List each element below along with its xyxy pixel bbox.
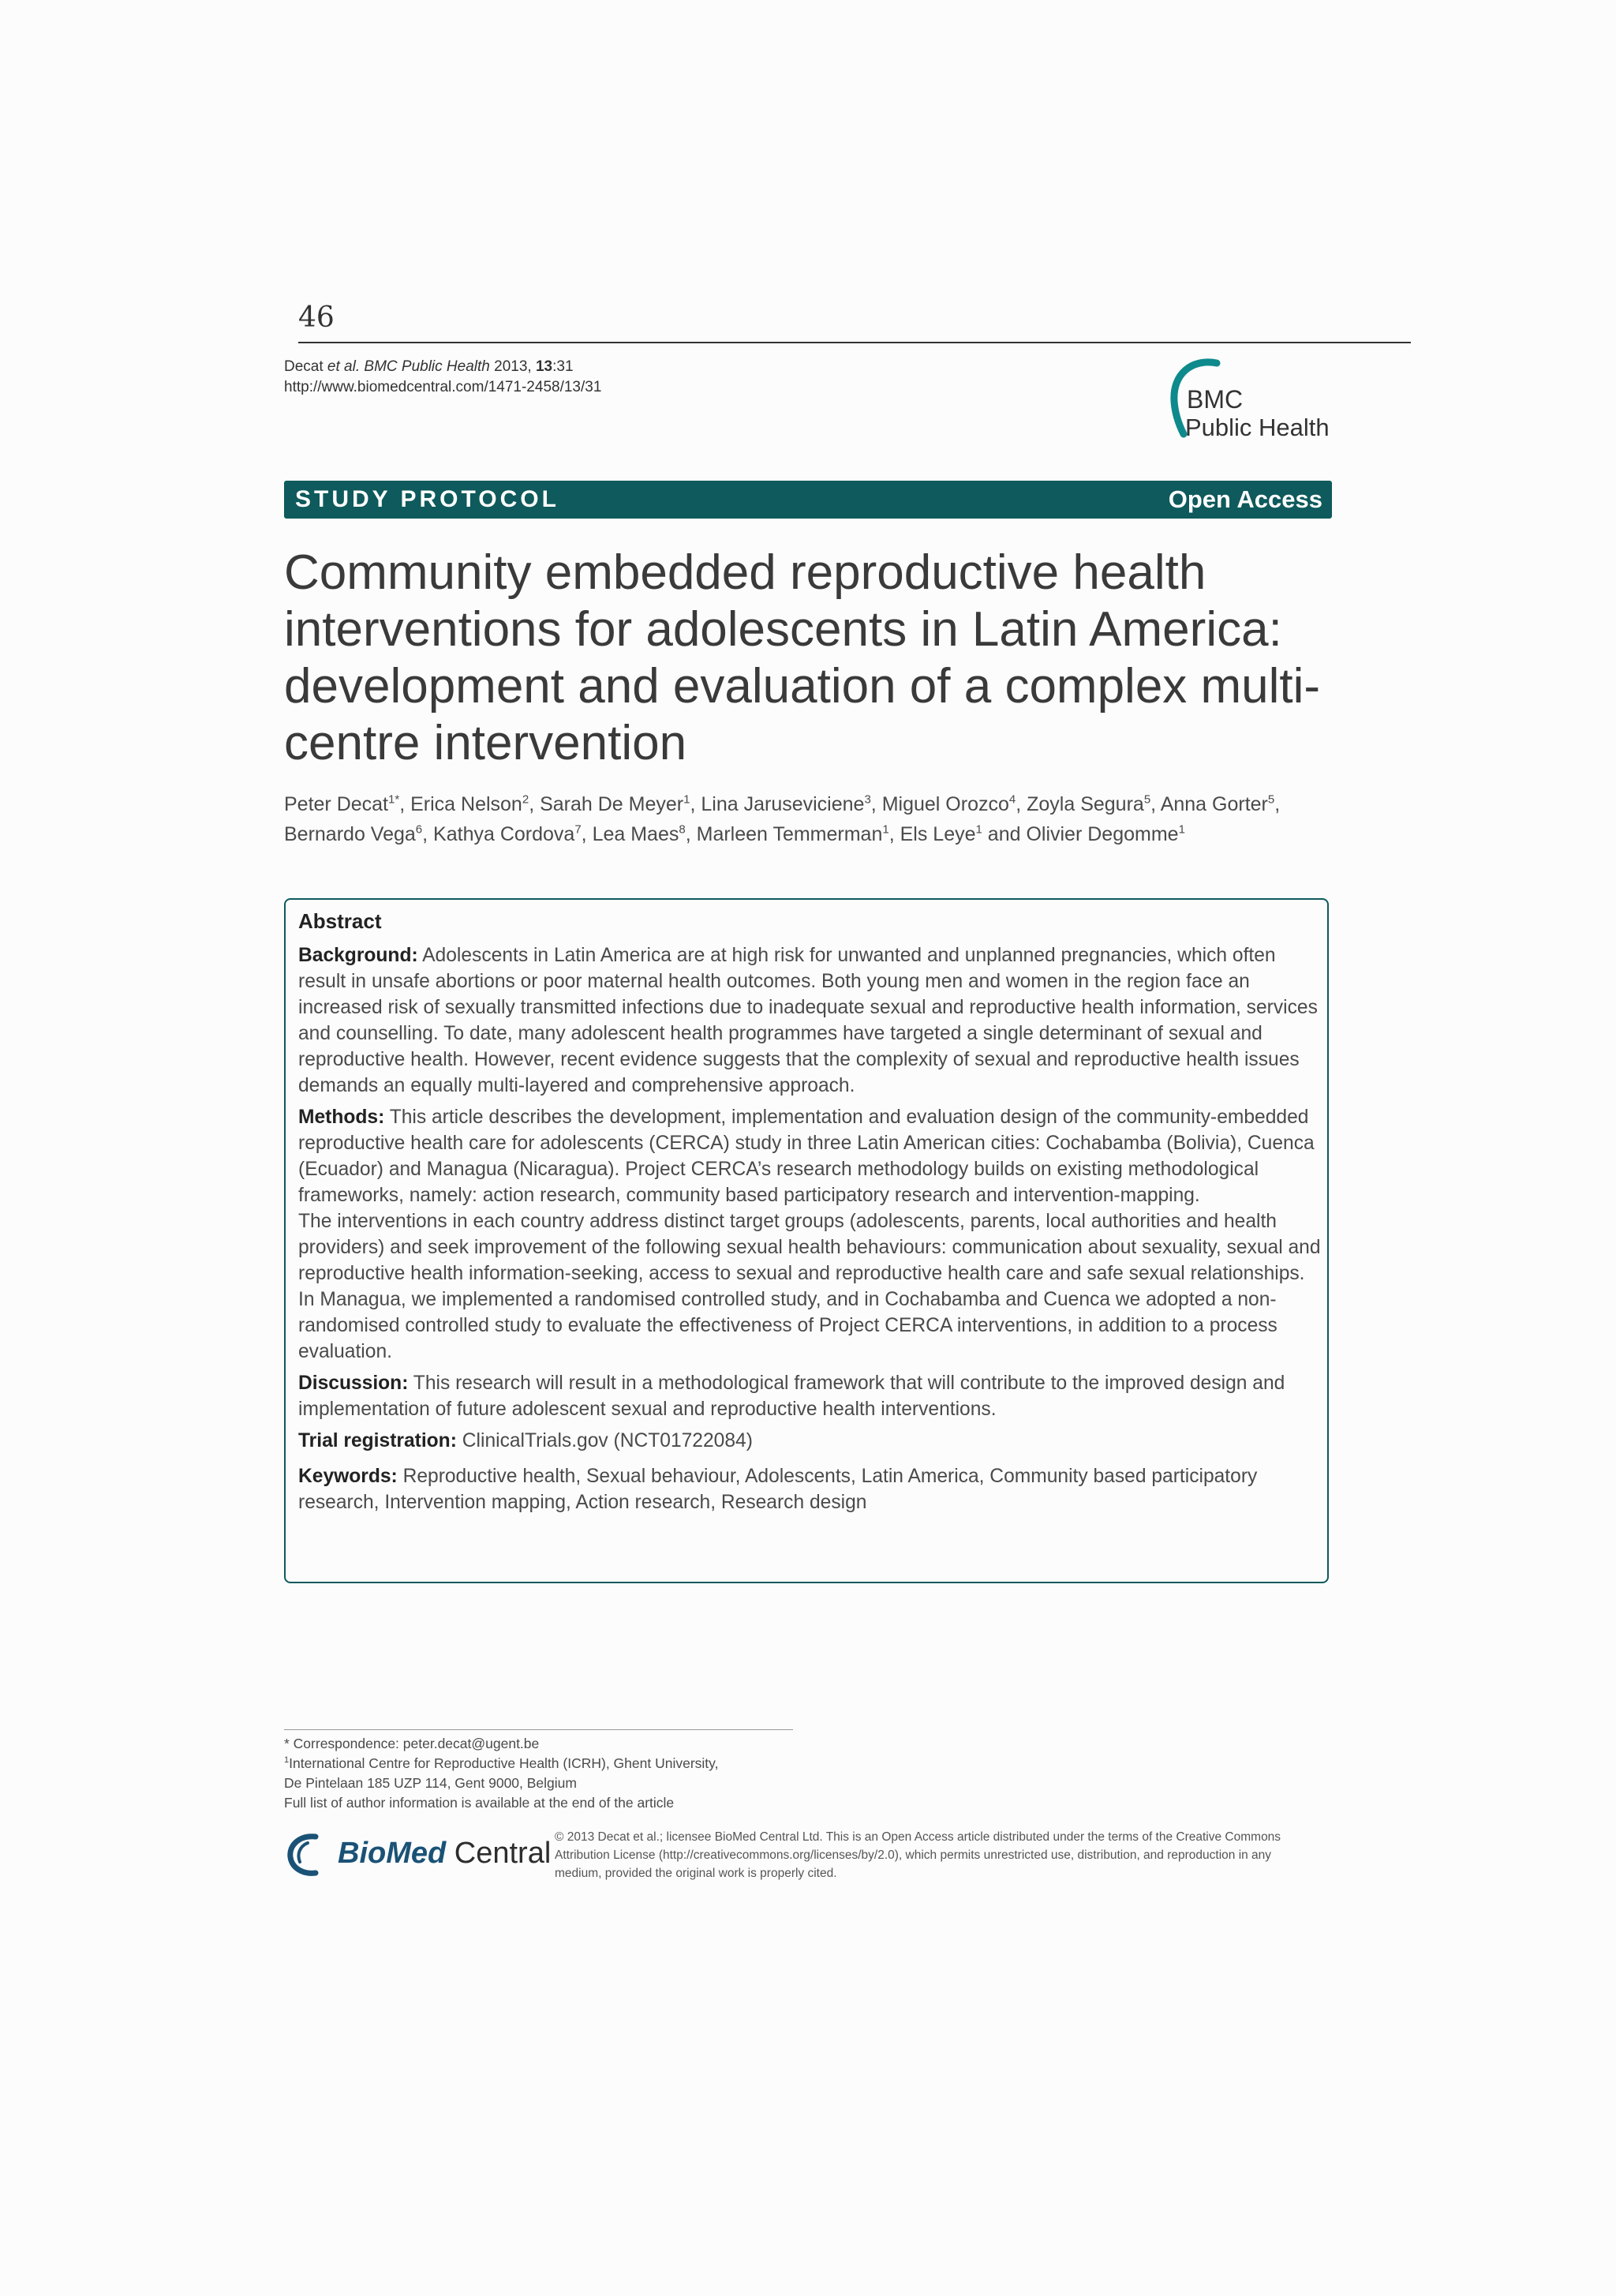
citation-year: 2013, (494, 358, 532, 375)
author: Bernardo Vega$^6$, (284, 822, 434, 845)
biomed-central-word: Central (446, 1837, 552, 1870)
abstract-keywords (298, 1463, 1324, 1515)
citation-volume: 13 (535, 358, 553, 375)
bmc-logo-line1: BMC (1187, 385, 1244, 414)
methods-text: This article describes the development, implementation and evaluation design of the community-embedded reproductive health care for adolescents (CERCA) study in three Latin American cities: Cochabamba (Bolivia), Cuenca (Ecuador) and Managua (Nicaragua). Project CERCA’s research methodology builds on existing methodological frameworks, namely: action research, community based participatory research and intervention-mapping. (298, 1107, 1315, 1206)
biomed-central-logo (284, 1832, 552, 1878)
background-label: Background: (298, 945, 418, 966)
author-affiliation-sup: 3 (864, 792, 871, 807)
trial-text: ClinicalTrials.gov (NCT01722084) (462, 1430, 753, 1451)
author-name: Kathya Cordova (433, 823, 575, 845)
author: Erica Nelson$^2$, (410, 792, 541, 815)
abstract-methods (298, 1104, 1324, 1208)
author: Marleen Temmerman$^1$, (696, 822, 900, 845)
author-affiliation-sup: 4 (1008, 792, 1016, 807)
abstract-discussion (298, 1370, 1324, 1422)
header-rule (298, 342, 1411, 343)
license-text: © 2013 Decat et al.; licensee BioMed Central Ltd. This is an Open Access article distributed under the terms of the Creative Commons Attribution License (http://creativecommons.org/licenses/by/2.0), which permits unrestricted use, distribution, and reproduction in any medium, provided the original work is properly cited. (555, 1830, 1281, 1880)
article-type-label: STUDY PROTOCOL (295, 486, 559, 512)
author-affiliation-sup: 1 (1178, 822, 1185, 837)
author: Miguel Orozco$^4$, (881, 792, 1027, 815)
abstract-trial (298, 1428, 1324, 1454)
author-list (284, 789, 1334, 849)
author-affiliation-sup: 7 (574, 822, 582, 837)
author (1026, 823, 1184, 845)
author: Zoyla Segura$^5$, (1027, 792, 1161, 815)
author-name: Anna Gorter (1160, 793, 1268, 815)
author-name: Olivier Degomme (1026, 823, 1179, 845)
full-author-info-note: Full list of author information is available at the end of the article (284, 1795, 675, 1811)
author-name: Lina Jaruseviciene (701, 793, 865, 815)
author-affiliation-sup: 1 (882, 822, 889, 837)
article-type-banner (284, 481, 1332, 519)
affiliation-line1: International Centre for Reproductive Health (ICRH), Ghent University, (289, 1755, 719, 1771)
discussion-text: This research will result in a methodological framework that will contribute to the improved design and implementation of future adolescent sexual and reproductive health interventions. (298, 1373, 1285, 1420)
open-access-label: Open Access (1168, 485, 1322, 513)
author: Sarah De Meyer$^1$, (540, 792, 701, 815)
footnotes (284, 1734, 836, 1813)
author-name: Bernardo Vega (284, 823, 416, 845)
author-affiliation-sup: 1* (388, 792, 400, 807)
author-affiliation-sup: 1 (975, 822, 982, 837)
abstract-content (298, 908, 1324, 1521)
trial-label: Trial registration: (298, 1430, 457, 1451)
author-affiliation-sup: 1 (683, 792, 690, 807)
keywords-label: Keywords: (298, 1466, 398, 1487)
biomed-wordmark (338, 1837, 551, 1871)
abstract-background (298, 942, 1324, 1099)
methods-paragraph-3: In Managua, we implemented a randomised controlled study, and in Cochabamba and Cuenca we adopted a non-randomised controlled study to evaluate the effectiveness of Project CERCA interventions, in addition to a process evaluation. (298, 1289, 1277, 1362)
background-text: Adolescents in Latin America are at high risk for unwanted and unplanned pregnancies, which often result in unsafe abortions or poor maternal health outcomes. Both young men and women in the region face an increased risk of sexually transmitted infections due to inadequate sexual and reproductive health information, services and counselling. To date, many adolescent health programmes have targeted a single determinant of sexual and reproductive health. However, recent evidence suggests that the complexity of sexual and reproductive health issues demands an equally multi-layered and comprehensive approach. (298, 945, 1318, 1096)
page-number: 46 (298, 302, 335, 334)
methods-label: Methods: (298, 1107, 385, 1128)
citation-journal: BMC Public Health (364, 358, 490, 375)
author-name: Erica Nelson (410, 793, 522, 815)
author-affiliation-sup: 8 (679, 822, 686, 837)
keywords-text: Reproductive health, Sexual behaviour, Adolescents, Latin America, Community based participatory research, Intervention mapping, Action research, Research design (298, 1466, 1258, 1513)
author-affiliation-sup: 2 (522, 792, 529, 807)
citation-et-al: et al. (327, 358, 361, 375)
author-name: Zoyla Segura (1027, 793, 1144, 815)
abstract-heading: Abstract (298, 909, 382, 933)
methods-paragraph-2: The interventions in each country address distinct target groups (adolescents, parents, local authorities and health providers) and seek improvement of the following sexual health behaviours: communication about sexuality, sexual and reproductive health information-seeking, access to sexual and reproductive health care and safe sexual relationships. (298, 1211, 1321, 1284)
author: Kathya Cordova$^7$, (433, 822, 593, 845)
author-name: Lea Maes (592, 823, 679, 845)
biomed-swoosh-icon (284, 1832, 335, 1878)
author: Lea Maes$^8$, (592, 822, 697, 845)
article-url[interactable]: http://www.biomedcentral.com/1471-2458/13/31 (284, 379, 602, 395)
citation-article: :31 (552, 358, 574, 375)
affiliation-address: De Pintelaan 185 UZP 114, Gent 9000, Belgium (284, 1775, 577, 1791)
bmc-logo-line2: Public Health (1185, 414, 1330, 441)
author: Anna Gorter$^5$, (1160, 792, 1281, 815)
author-name: Peter Decat (284, 793, 389, 815)
affiliation (284, 1754, 836, 1774)
bmc-public-health-logo (1162, 357, 1335, 444)
biomed-med: Med (386, 1837, 447, 1870)
author: Peter Decat$^{1*}$, (284, 792, 411, 815)
biomed-bio: Bio (338, 1837, 387, 1870)
author: Els Leye$^1$ and (900, 822, 1027, 845)
citation-line (284, 357, 574, 376)
discussion-label: Discussion: (298, 1373, 409, 1394)
author-name: Marleen Temmerman (696, 823, 883, 845)
author-name: Miguel Orozco (881, 793, 1009, 815)
author-affiliation-sup: 5 (1267, 792, 1275, 807)
author: Lina Jaruseviciene$^3$, (701, 792, 882, 815)
citation-author: Decat (284, 358, 324, 375)
author-name: Sarah De Meyer (540, 793, 684, 815)
author-affiliation-sup: 6 (415, 822, 423, 837)
article-title: Community embedded reproductive health interventions for adolescents in Latin America: development and evaluation of a complex multi-centre intervention (284, 545, 1321, 770)
footnote-rule (284, 1729, 793, 1730)
author-affiliation-sup: 5 (1143, 792, 1151, 807)
correspondence: * Correspondence: peter.decat@ugent.be (284, 1736, 540, 1751)
author-name: Els Leye (900, 823, 976, 845)
affiliation-sup: 1 (284, 1755, 290, 1766)
